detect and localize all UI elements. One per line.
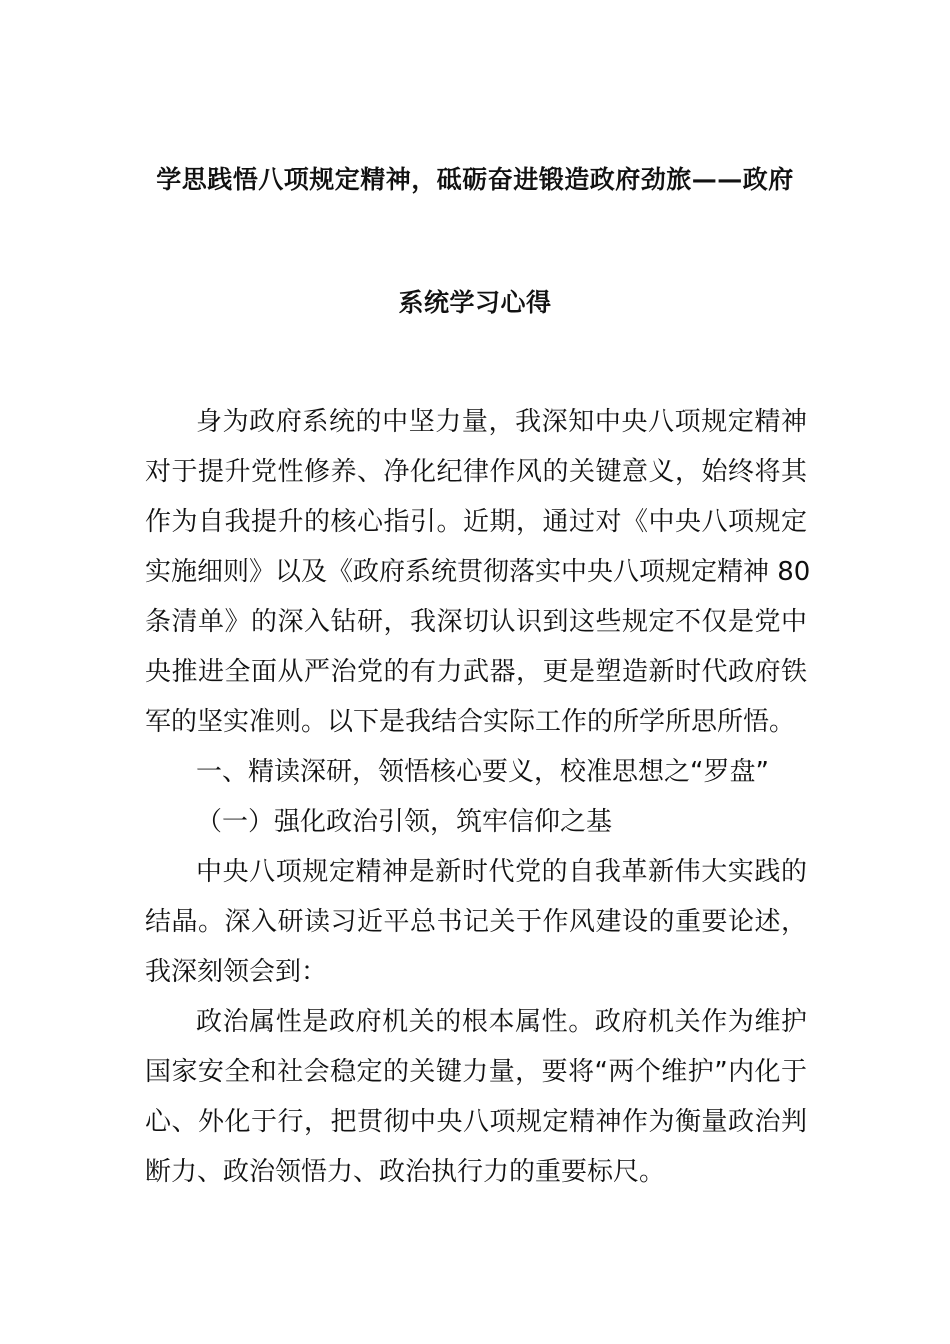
paragraph-1-line-7: 军的坚实准则。以下是我结合实际工作的所学所思所悟。	[145, 707, 796, 737]
paragraph-3-line-4: 断力、政治领悟力、政治执行力的重要标尺。	[145, 1157, 666, 1187]
paragraph-3-line-1: 政治属性是政府机关的根本属性。政府机关作为维护	[196, 1007, 807, 1037]
paragraph-1-line-6: 央推进全面从严治党的有力武器，更是塑造新时代政府铁	[145, 657, 807, 687]
subsection-heading-1: （一）强化政治引领，筑牢信仰之基	[196, 807, 613, 837]
paragraph-2-line-3: 我深刻领会到：	[145, 957, 328, 987]
paragraph-3-line-2: 国家安全和社会稳定的关键力量，要将“两个维护”内化于	[145, 1057, 807, 1087]
paragraph-1-line-3: 作为自我提升的核心指引。近期，通过对《中央八项规定	[145, 507, 807, 537]
paragraph-1-line-4: 实施细则》以及《政府系统贯彻落实中央八项规定精神 80	[145, 557, 811, 587]
section-heading-1: 一、精读深研，领悟核心要义，校准思想之“罗盘”	[196, 757, 769, 787]
paragraph-3-line-3: 心、外化于行，把贯彻中央八项规定精神作为衡量政治判	[145, 1107, 807, 1137]
paragraph-1-line-5: 条清单》的深入钻研，我深切认识到这些规定不仅是党中	[145, 607, 807, 637]
paragraph-1-line-1: 身为政府系统的中坚力量，我深知中央八项规定精神	[196, 407, 807, 437]
paragraph-2-line-1: 中央八项规定精神是新时代党的自我革新伟大实践的	[196, 857, 807, 887]
document-title-line-2: 系统学习心得	[398, 288, 552, 317]
document-title-line-1: 学思践悟八项规定精神，砥砺奋进锻造政府劲旅——政府	[156, 165, 794, 194]
paragraph-2-line-2: 结晶。深入研读习近平总书记关于作风建设的重要论述，	[145, 907, 807, 937]
paragraph-1-line-2: 对于提升党性修养、净化纪律作风的关键意义，始终将其	[145, 457, 807, 487]
